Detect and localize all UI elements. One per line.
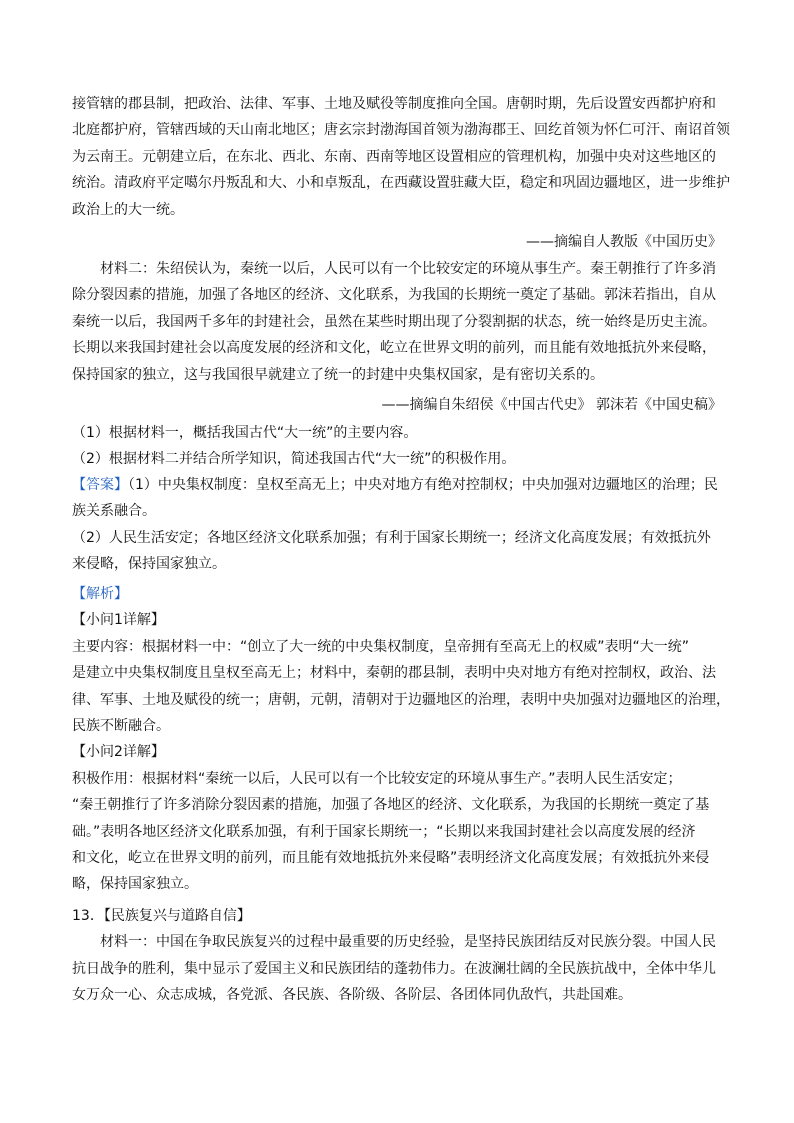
answer-text: （1）中央集权制度：皇权至高无上；中央对地方有绝对控制权；中央加强对边疆地区的治理；民 [128, 477, 718, 493]
answer-line: 来侵略，保持国家独立。 [72, 556, 226, 573]
material-one-paragraph [72, 91, 730, 223]
text-line: 秦统一以后，我国两千多年的封建社会，虽然在某些时期出现了分裂割据的状态，统一始终是历史主流。 [72, 313, 716, 330]
sub-question-1-label: 【小问1详解】 [72, 612, 165, 629]
question-13-section [72, 903, 722, 1009]
text-line: 北庭都护府，管辖西域的天山南北地区；唐玄宗封渤海国首领为渤海郡王、回纥首领为怀仁可汗、南诏首领 [72, 122, 730, 139]
answer-line [72, 472, 722, 498]
material-two-paragraph [72, 256, 722, 388]
question-item: （2）根据材料二并结合所学知识，简述我国古代“大一统”的积极作用。 [72, 451, 516, 468]
analysis-line: 主要内容：根据材料一中：“创立了大一统的中央集权制度，皇帝拥有至高无上的权威”表明“大一统” [72, 638, 690, 655]
material-line: 女万众一心、众志成城，各党派、各民族、各阶级、各阶层、各团体同仇敌忾，共赴国难。 [72, 987, 632, 1004]
analysis-line: 是建立中央集权制度且皇权至高无上；材料中，秦朝的郡县制，表明中央对地方有绝对控制权，政治、法 [72, 665, 716, 682]
source-citation-one: ——摘编自人教版《中国历史》 [526, 234, 722, 250]
analysis-section [72, 581, 730, 898]
text-line: 接管辖的郡县制，把政治、法律、军事、土地及赋役等制度推向全国。唐朝时期，先后设置安西都护府和 [72, 96, 716, 112]
analysis-line: 律、军事、土地及赋役的统一；唐朝，元朝，清朝对于边疆地区的治理，表明中央加强对边疆地区的治理， [72, 691, 730, 708]
text-line: 保持国家的独立，这与我国很早就建立了统一的封建中央集权国家，是有密切关系的。 [72, 366, 604, 383]
text-line: 除分裂因素的措施，加强了各地区的经济、文化联系，为我国的长期统一奠定了基础。郭沫若指出，自从 [72, 287, 716, 304]
analysis-label: 【解析】 [72, 586, 128, 602]
material-line: 材料一：中国在争取民族复兴的过程中最重要的历史经验，是坚持民族团结反对民族分裂。中国人民 [72, 934, 716, 951]
analysis-line: 积极作用：根据材料“秦统一以后，人民可以有一个比较安定的环境从事生产。”表明人民生活安定； [72, 770, 682, 787]
answer-line: 族关系融合。 [72, 503, 156, 520]
text-line: 政治上的大一统。 [72, 201, 184, 218]
answer-section [72, 472, 722, 578]
text-line: 为云南王。元朝建立后，在东北、西北、东南、西南等地区设置相应的管理机构，加强中央对这些地区的 [72, 148, 716, 165]
questions-list [72, 420, 722, 473]
question-item: （1）根据材料一，概括我国古代“大一统”的主要内容。 [72, 425, 418, 441]
analysis-line: 民族不断融合。 [72, 717, 170, 734]
answer-label: 【答案】 [72, 477, 128, 493]
source-citation-two: ——摘编自朱绍侯《中国古代史》 郭沫若《中国史稿》 [381, 397, 722, 413]
analysis-line: “秦王朝推行了许多消除分裂因素的措施，加强了各地区的经济、文化联系，为我国的长期统一奠定了基 [72, 797, 710, 814]
analysis-line: 略，保持国家独立。 [72, 876, 198, 893]
text-line: 材料二：朱绍侯认为，秦统一以后，人民可以有一个比较安定的环境从事生产。秦王朝推行了许多消 [72, 261, 716, 277]
question-13-label: 13．【民族复兴与道路自信】 [72, 908, 251, 924]
sub-question-2-label: 【小问2详解】 [72, 744, 165, 761]
analysis-line: 础。”表明各地区经济文化联系加强，有利于国家长期统一；“长期以来我国封建社会以高度发展的经济 [72, 823, 696, 840]
answer-line: （2）人民生活安定；各地区经济文化联系加强；有利于国家长期统一；经济文化高度发展；有效抵抗外 [72, 529, 711, 546]
analysis-line: 和文化，屹立在世界文明的前列，而且能有效地抵抗外来侵略”表明经济文化高度发展；有效抵抗外来侵 [72, 849, 710, 866]
text-line: 统治。清政府平定噶尔丹叛乱和大、小和卓叛乱，在西藏设置驻藏大臣，稳定和巩固边疆地区，进一步维护 [72, 175, 730, 192]
material-line: 抗日战争的胜利，集中显示了爱国主义和民族团结的蓬勃伟力。在波澜壮阔的全民族抗战中，全体中华儿 [72, 960, 716, 977]
text-line: 长期以来我国封建社会以高度发展的经济和文化，屹立在世界文明的前列，而且能有效地抵抗外来侵略， [72, 340, 716, 357]
